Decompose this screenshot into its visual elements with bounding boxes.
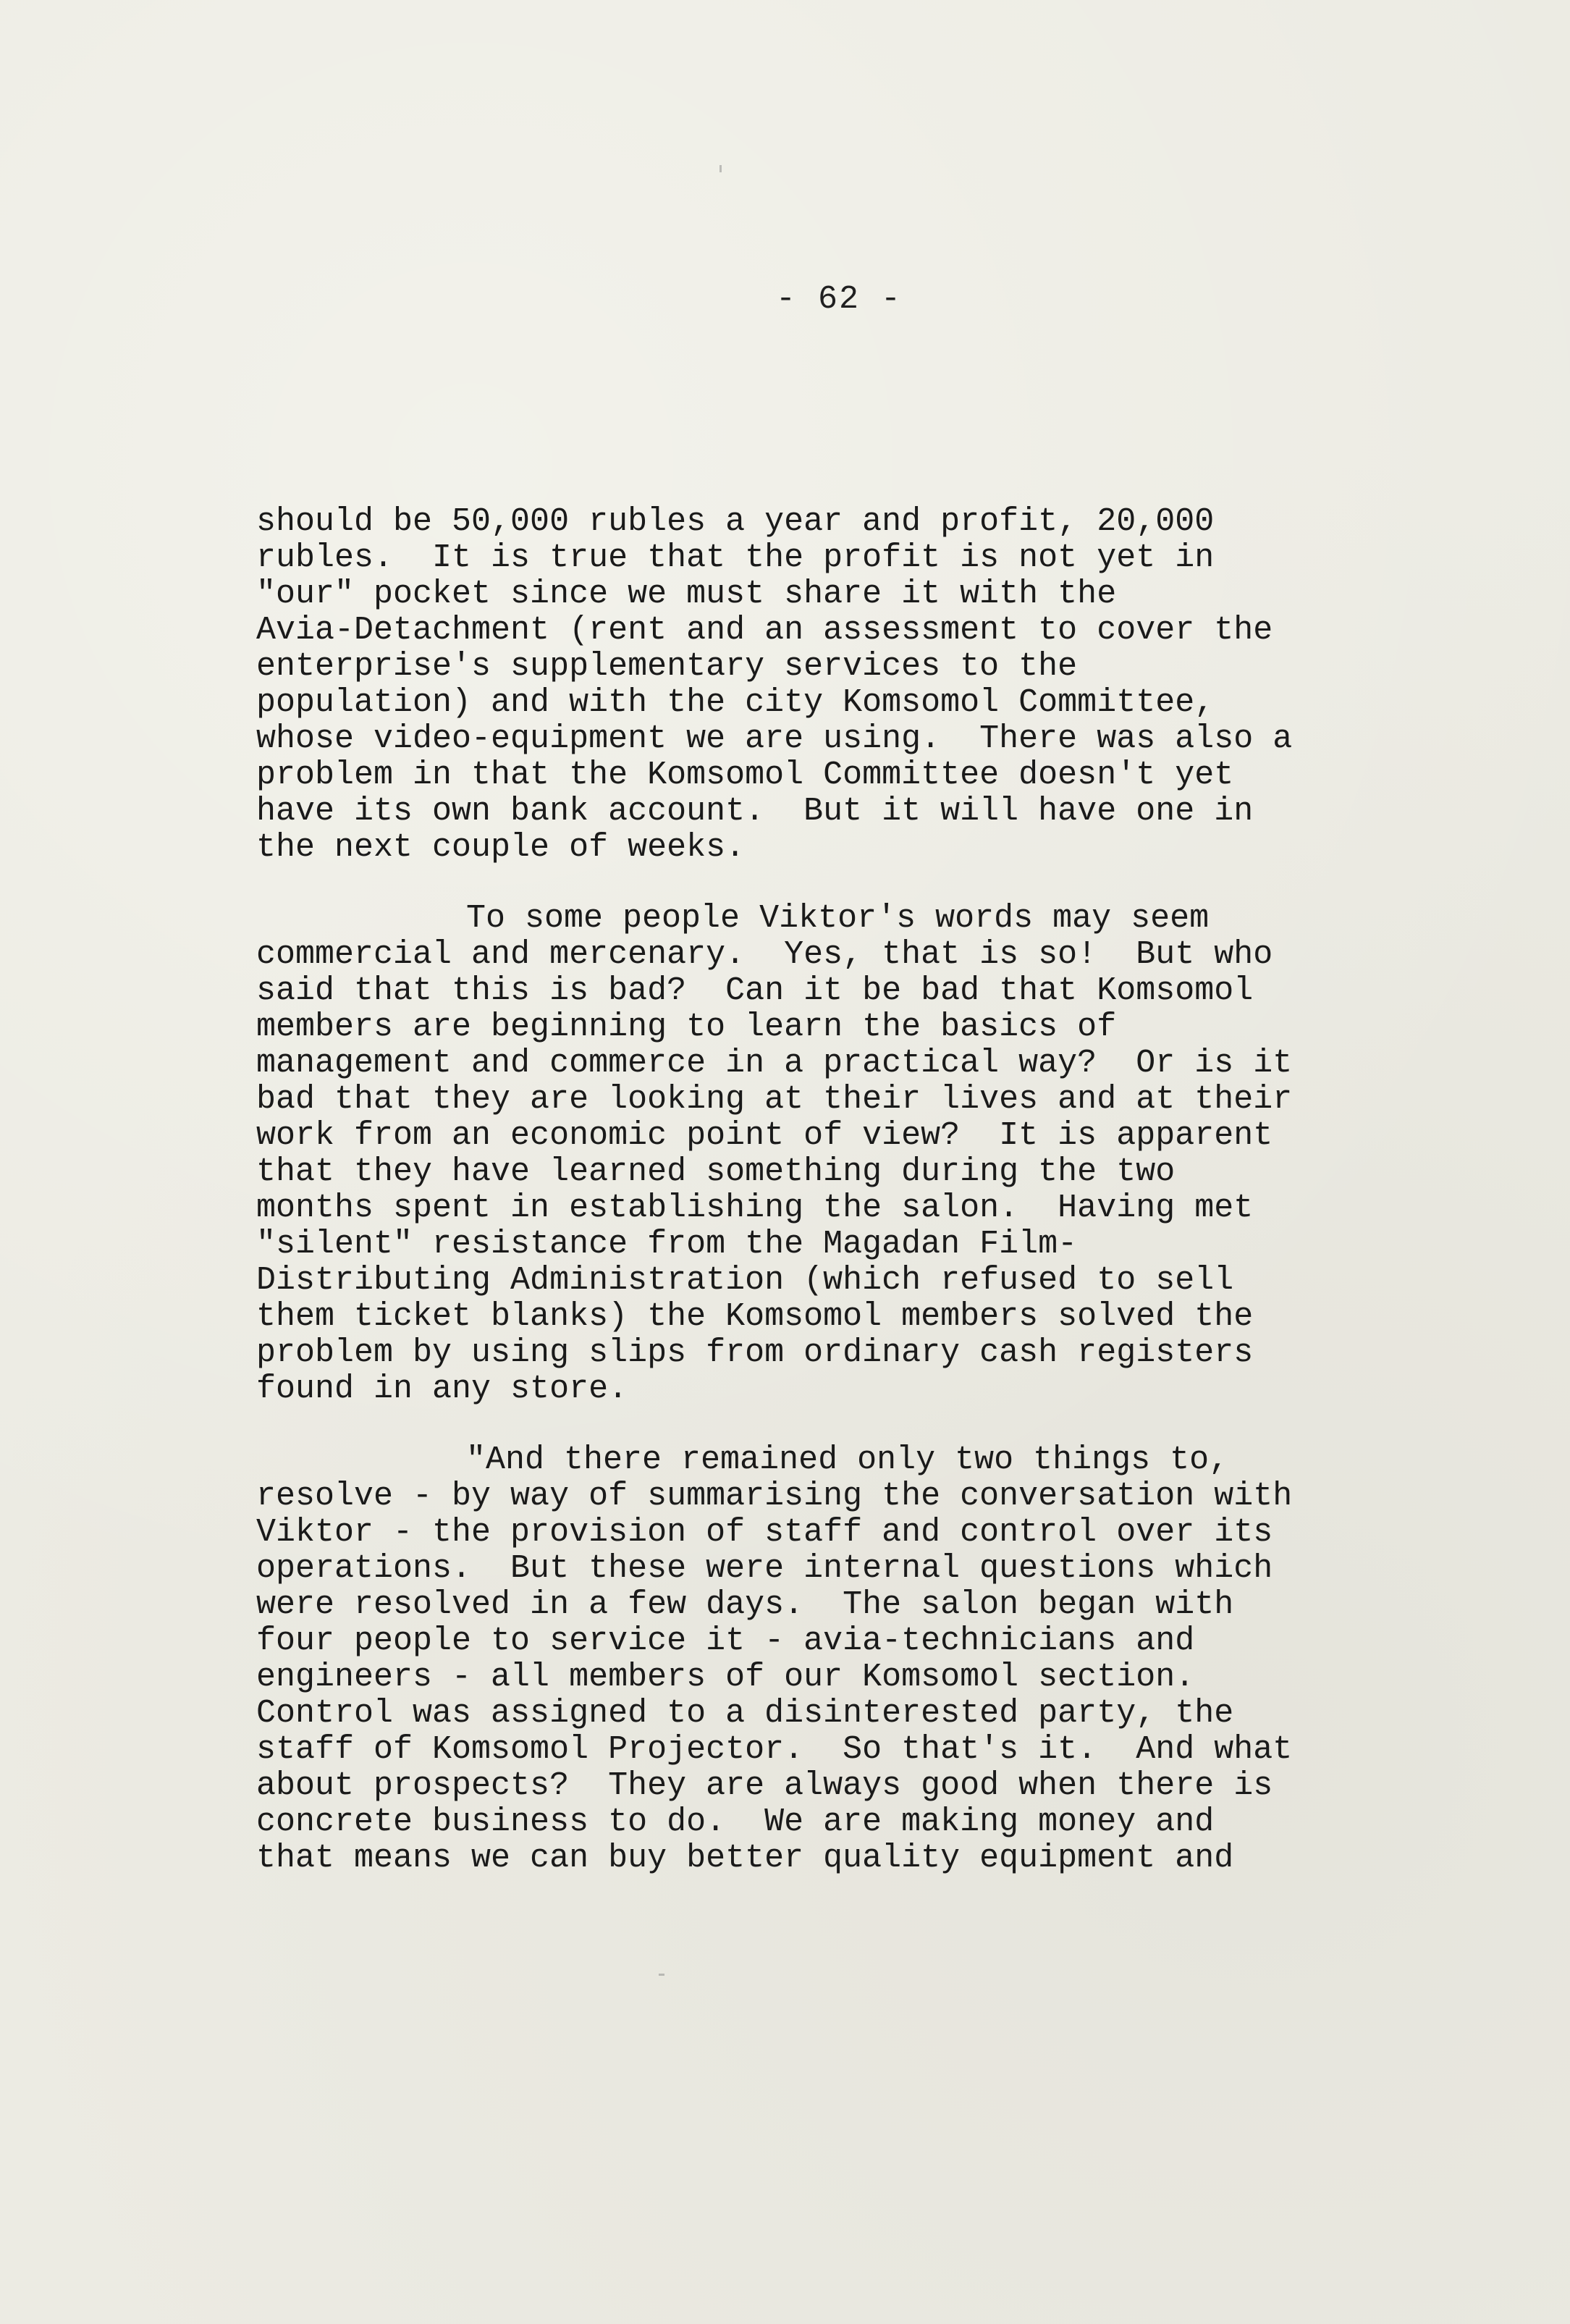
document-body [256, 504, 1414, 1911]
text-line: Viktor - the provision of staff and control over its [256, 1514, 1273, 1551]
text-line: have its own bank account. But it will have one in [256, 793, 1254, 830]
page-number: - 62 - [776, 281, 903, 318]
text-line: found in any store. [256, 1371, 628, 1407]
text-line: whose video-equipment we are using. There was also a [256, 720, 1293, 757]
text-line: enterprise's supplementary services to the [256, 648, 1078, 685]
text-line: management and commerce in a practical way? Or is it [256, 1045, 1293, 1082]
text-line: concrete business to do. We are making money and [256, 1803, 1215, 1840]
text-line: members are beginning to learn the basics of [256, 1009, 1117, 1045]
text-line: "our" pocket since we must share it with the [256, 576, 1117, 612]
text-line: To some people Viktor's words may seem [466, 900, 1210, 937]
paper-speck [659, 1974, 664, 1976]
text-line: problem in that the Komsomol Committee doesn't yet [256, 757, 1234, 793]
text-line: four people to service it - avia-technicians and [256, 1622, 1195, 1659]
text-line: months spent in establishing the salon. Having met [256, 1190, 1254, 1226]
text-line: about prospects? They are always good when there is [256, 1767, 1273, 1804]
paper-speck [719, 165, 722, 172]
text-line: should be 50,000 rubles a year and profit, 20,000 [256, 503, 1215, 540]
text-line: population) and with the city Komsomol Committee, [256, 684, 1215, 721]
text-line: "And there remained only two things to, [466, 1441, 1229, 1478]
text-line: bad that they are looking at their lives and at their [256, 1081, 1293, 1118]
text-line: were resolved in a few days. The salon began with [256, 1586, 1234, 1623]
text-line: them ticket blanks) the Komsomol members solved the [256, 1298, 1254, 1335]
text-line: problem by using slips from ordinary cash registers [256, 1334, 1254, 1371]
paragraph-2 [256, 901, 1414, 1407]
text-line: that they have learned something during the two [256, 1153, 1176, 1190]
text-line: resolve - by way of summarising the conversation with [256, 1478, 1293, 1515]
paragraph-3 [256, 1442, 1414, 1877]
text-line: rubles. It is true that the profit is not yet in [256, 539, 1215, 576]
text-line: Avia-Detachment (rent and an assessment to cover the [256, 612, 1273, 649]
paragraph-1 [256, 504, 1414, 866]
text-line: staff of Komsomol Projector. So that's it. And what [256, 1731, 1293, 1768]
text-line: operations. But these were internal questions which [256, 1550, 1273, 1587]
text-line: Control was assigned to a disinterested party, the [256, 1695, 1234, 1732]
text-line: commercial and mercenary. Yes, that is so! But who [256, 936, 1273, 973]
text-line: the next couple of weeks. [256, 829, 746, 866]
text-line: engineers - all members of our Komsomol section. [256, 1659, 1195, 1696]
text-line: "silent" resistance from the Magadan Film- [256, 1226, 1078, 1263]
text-line: work from an economic point of view? It is apparent [256, 1117, 1273, 1154]
text-line: said that this is bad? Can it be bad that Komsomol [256, 972, 1254, 1009]
text-line: Distributing Administration (which refused to sell [256, 1262, 1234, 1299]
text-line: that means we can buy better quality equipment and [256, 1840, 1234, 1877]
